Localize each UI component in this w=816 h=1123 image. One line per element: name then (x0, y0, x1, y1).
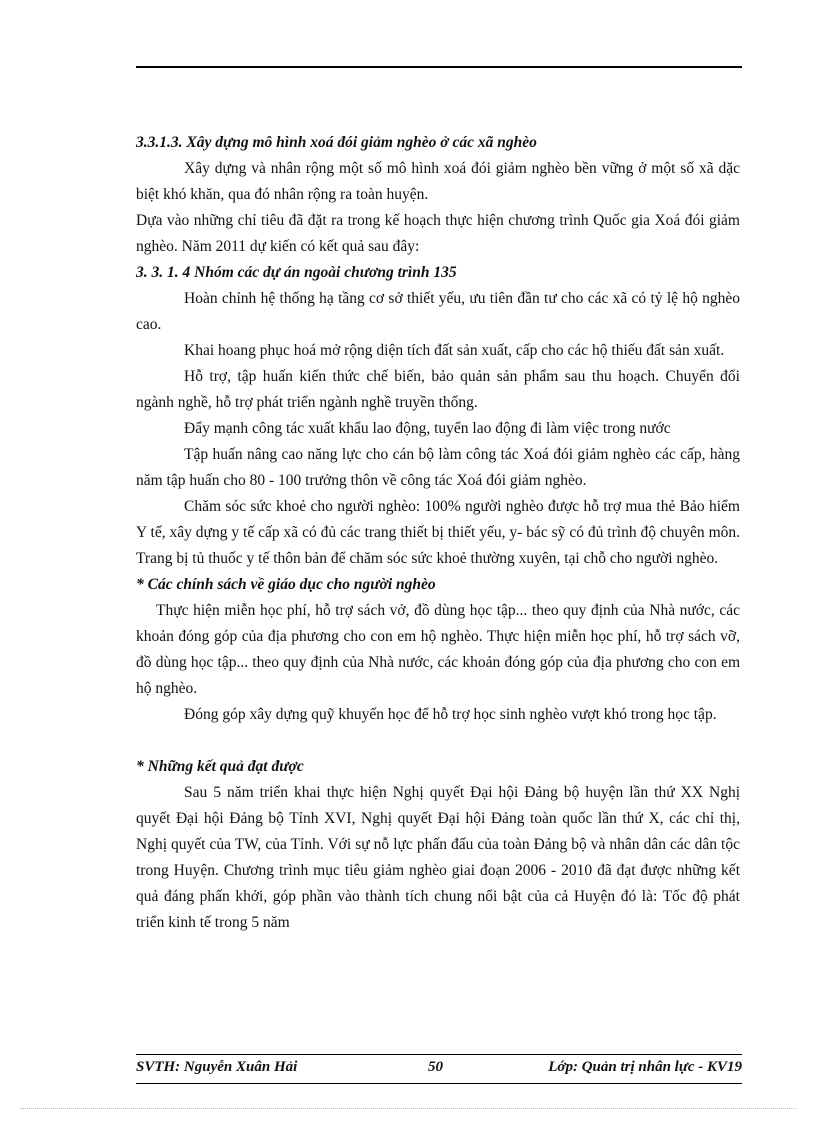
page-footer (136, 1054, 742, 1085)
paragraph: Hoàn chỉnh hệ thống hạ tầng cơ sở thiết yếu, ưu tiên đần tư cho các xã có tỷ lệ hộ nghèo cao. (136, 290, 740, 333)
paragraph: Khai hoang phục hoá mở rộng diện tích đất sản xuất, cấp cho các hộ thiếu đất sản xuất. (184, 342, 725, 359)
spacer (136, 728, 740, 754)
paragraph: Đóng góp xây dựng quỹ khuyến học để hỗ trợ học sinh nghèo vượt khó trong học tập. (184, 706, 717, 723)
page-body (136, 130, 740, 936)
paragraph: Dựa vào những chỉ tiêu đã đặt ra trong kế hoạch thực hiện chương trình Quốc gia Xoá đói giảm nghèo. Năm 2011 dự kiến có kết quả sau đây: (136, 212, 740, 255)
section-heading-3-3-1-3: 3.3.1.3. Xây dựng mô hình xoá đói giảm nghèo ở các xã nghèo (136, 134, 537, 151)
paragraph: Thực hiện miễn học phí, hỗ trợ sách vở, đồ dùng học tập... theo quy định của Nhà nước, các khoản đóng góp của địa phương cho con em hộ nghèo. Thực hiện miễn học phí, hỗ trợ sách vỡ, đồ dùng học tập... theo quy định của Nhà nước, các khoản đóng góp của địa phương cho con em hộ nghèo. (136, 602, 740, 697)
paragraph: Tập huấn nâng cao năng lực cho cán bộ làm công tác Xoá đói giảm nghèo các cấp, hàng năm tập huấn cho 80 - 100 trưởng thôn về công tác Xoá đói giảm nghèo. (136, 446, 740, 489)
footer-rule (136, 1083, 742, 1084)
paragraph: Đẩy mạnh công tác xuất khẩu lao động, tuyển lao động đi làm việc trong nước (184, 420, 671, 437)
paragraph: Hỗ trợ, tập huấn kiến thức chế biến, bảo quản sản phẩm sau thu hoạch. Chuyển đổi ngành nghề, hỗ trợ phát triển ngành nghề truyền thống. (136, 368, 740, 411)
footer-class: Lớp: Quản trị nhân lực - KV19 (548, 1059, 742, 1075)
subheading-results: * Những kết quả đạt được (136, 758, 304, 775)
section-heading-3-3-1-4: 3. 3. 1. 4 Nhóm các dự án ngoài chương trình 135 (136, 264, 457, 281)
page-number: 50 (428, 1059, 443, 1075)
paragraph: Sau 5 năm triển khai thực hiện Nghị quyết Đại hội Đảng bộ huyện lần thứ XX Nghị quyết Đại hội Đảng bộ Tỉnh XVI, Nghị quyết Đại hội Đảng toàn quốc lần thứ X, các chỉ thị, Nghị quyết của TW, của Tỉnh. Với sự nỗ lực phấn đấu của toàn Đảng bộ và nhân dân các dân tộc trong Huyện. Chương trình mục tiêu giảm nghèo giai đoạn 2006 - 2010 đã đạt được những kết quả đáng phấn khởi, góp phần vào thành tích chung nổi bật của cả Huyện đó là: Tốc độ phát triển kinh tế trong 5 năm (136, 784, 740, 931)
page-border-dots (20, 1108, 796, 1109)
paragraph: Xây dựng và nhân rộng một số mô hình xoá đói giảm nghèo bền vững ở một số xã dặc biệt khó khăn, qua đó nhân rộng ra toàn huyện. (136, 160, 740, 203)
paragraph: Chăm sóc sức khoẻ cho người nghèo: 100% người nghèo được hỗ trợ mua thẻ Bảo hiểm Y tế, xây dựng y tế cấp xã có đủ các trang thiết bị thiết yếu, y- bác sỹ có đủ trình độ chuyên môn. Trang bị tủ thuốc y tế thôn bản để chăm sóc sức khoẻ thường xuyên, tại chỗ cho người nghèo. (136, 498, 740, 567)
header-rule (136, 66, 742, 68)
subheading-education-policy: * Các chính sách về giáo dục cho người nghèo (136, 576, 436, 593)
footer-student: SVTH: Nguyễn Xuân Hải (136, 1059, 298, 1075)
